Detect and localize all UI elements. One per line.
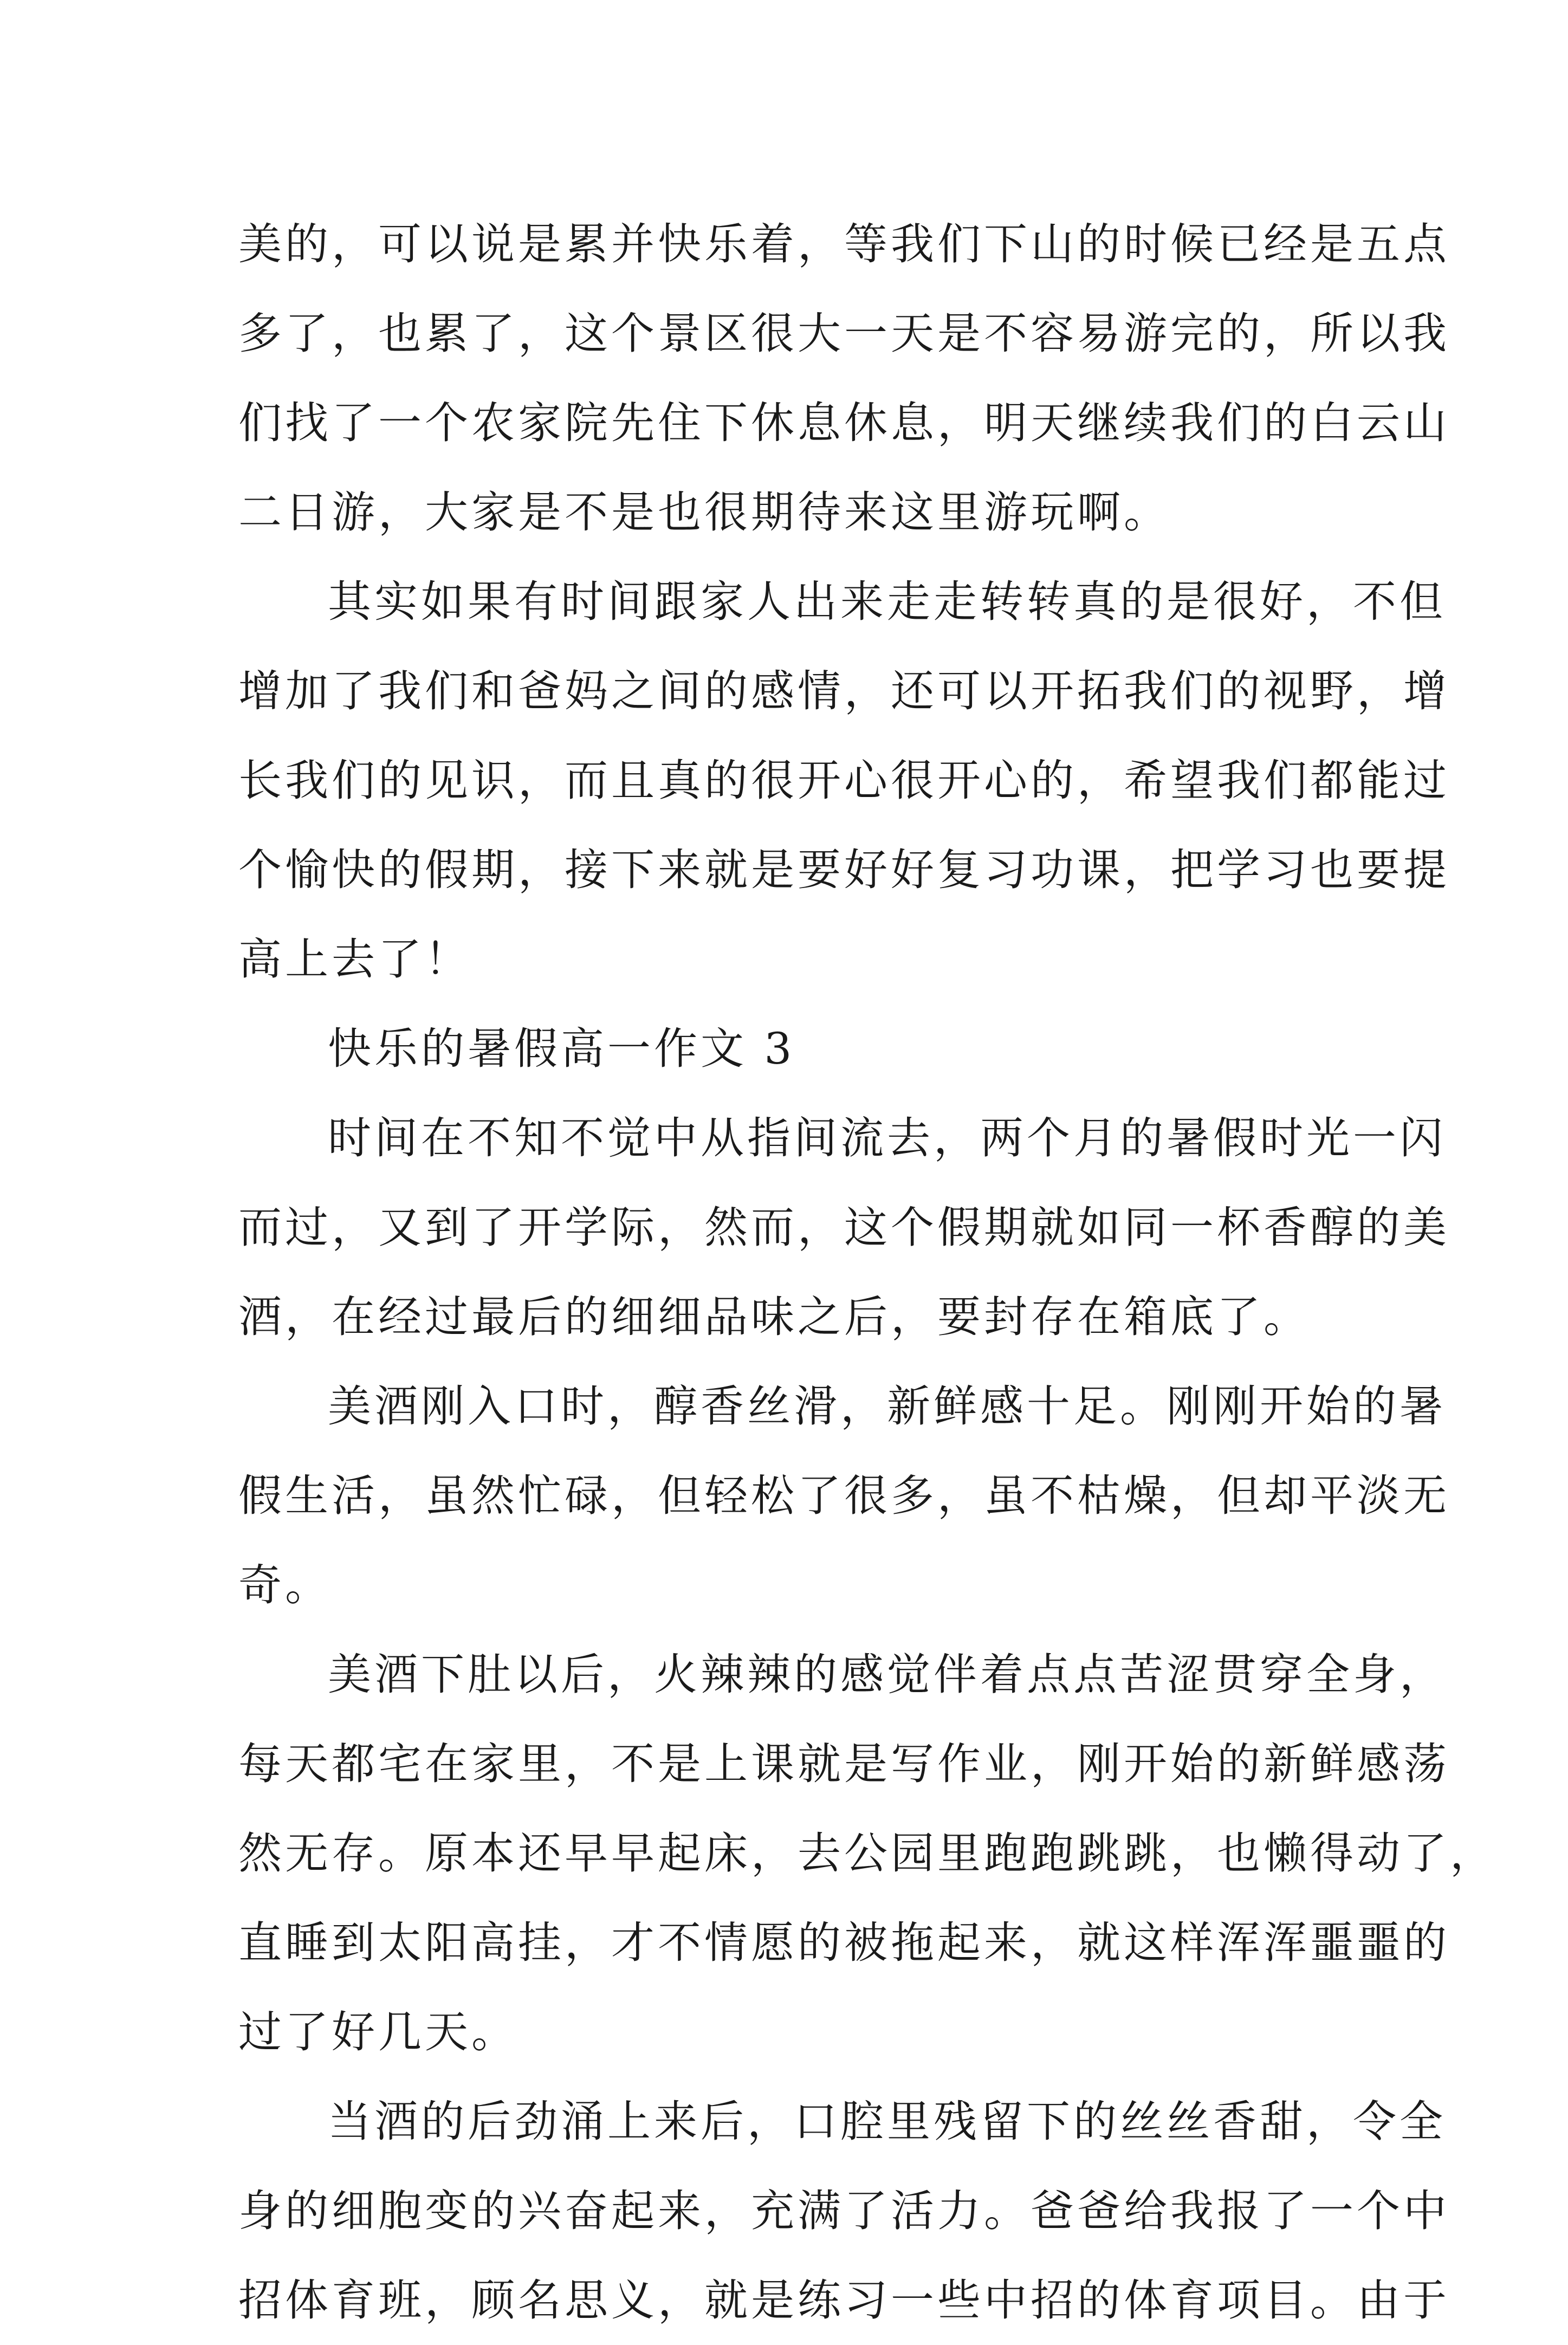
section-heading [238, 1004, 1349, 1093]
text-line: 过了好几天。 [238, 2007, 518, 2057]
text-line: 长我们的见识，而且真的很开心很开心的，希望我们都能过 [238, 755, 1450, 806]
paragraph [238, 199, 1450, 557]
text-line: 们找了一个农家院先住下休息休息，明天继续我们的白云山 [238, 398, 1450, 448]
text-line: 直睡到太阳高挂，才不情愿的被拖起来，就这样浑浑噩噩的 [238, 1918, 1450, 1968]
document-body [238, 199, 1496, 2345]
text-line: 身的细胞变的兴奋起来，充满了活力。爸爸给我报了一个中 [238, 2186, 1450, 2236]
text-line: 个愉快的假期，接下来就是要好好复习功课，把学习也要提 [238, 845, 1450, 895]
text-line: 时间在不知不觉中从指间流去，两个月的暑假时光一闪 [328, 1113, 1446, 1163]
text-line: 快乐的暑假高一作文 3 [328, 1023, 795, 1074]
text-line: 美的，可以说是累并快乐着，等我们下山的时候已经是五点 [238, 219, 1450, 269]
paragraph [238, 1362, 1450, 1630]
text-line: 当酒的后劲涌上来后，口腔里残留下的丝丝香甜，令全 [328, 2096, 1446, 2147]
text-line: 然无存。原本还早早起床，去公园里跑跑跳跳，也懒得动了， [238, 1828, 1496, 1878]
text-line: 假生活，虽然忙碌，但轻松了很多，虽不枯燥，但却平淡无 [238, 1471, 1450, 1521]
text-line: 增加了我们和爸妈之间的感情，还可以开拓我们的视野，增 [238, 666, 1450, 716]
text-line: 美酒下肚以后，火辣辣的感觉伴着点点苦涩贯穿全身， [328, 1649, 1446, 1700]
text-line: 酒，在经过最后的细细品味之后，要封存在箱底了。 [238, 1292, 1310, 1342]
text-line: 高上去了！ [238, 934, 471, 984]
text-line: 每天都宅在家里，不是上课就是写作业，刚开始的新鲜感荡 [238, 1739, 1450, 1789]
text-line: 其实如果有时间跟家人出来走走转转真的是很好，不但 [328, 576, 1446, 627]
text-line: 美酒刚入口时，醇香丝滑，新鲜感十足。刚刚开始的暑 [328, 1381, 1446, 1431]
paragraph [238, 2077, 1450, 2345]
paragraph [238, 557, 1450, 1004]
text-line: 二日游，大家是不是也很期待来这里游玩啊。 [238, 487, 1170, 537]
paragraph [238, 1630, 1496, 2077]
text-line: 而过，又到了开学际，然而，这个假期就如同一杯香醇的美 [238, 1202, 1450, 1253]
text-line: 奇。 [238, 1560, 332, 1610]
paragraph [238, 1093, 1450, 1362]
text-line: 招体育班，顾名思义，就是练习一些中招的体育项目。由于 [238, 2275, 1450, 2325]
text-line: 多了，也累了，这个景区很大一天是不容易游完的，所以我 [238, 308, 1450, 359]
